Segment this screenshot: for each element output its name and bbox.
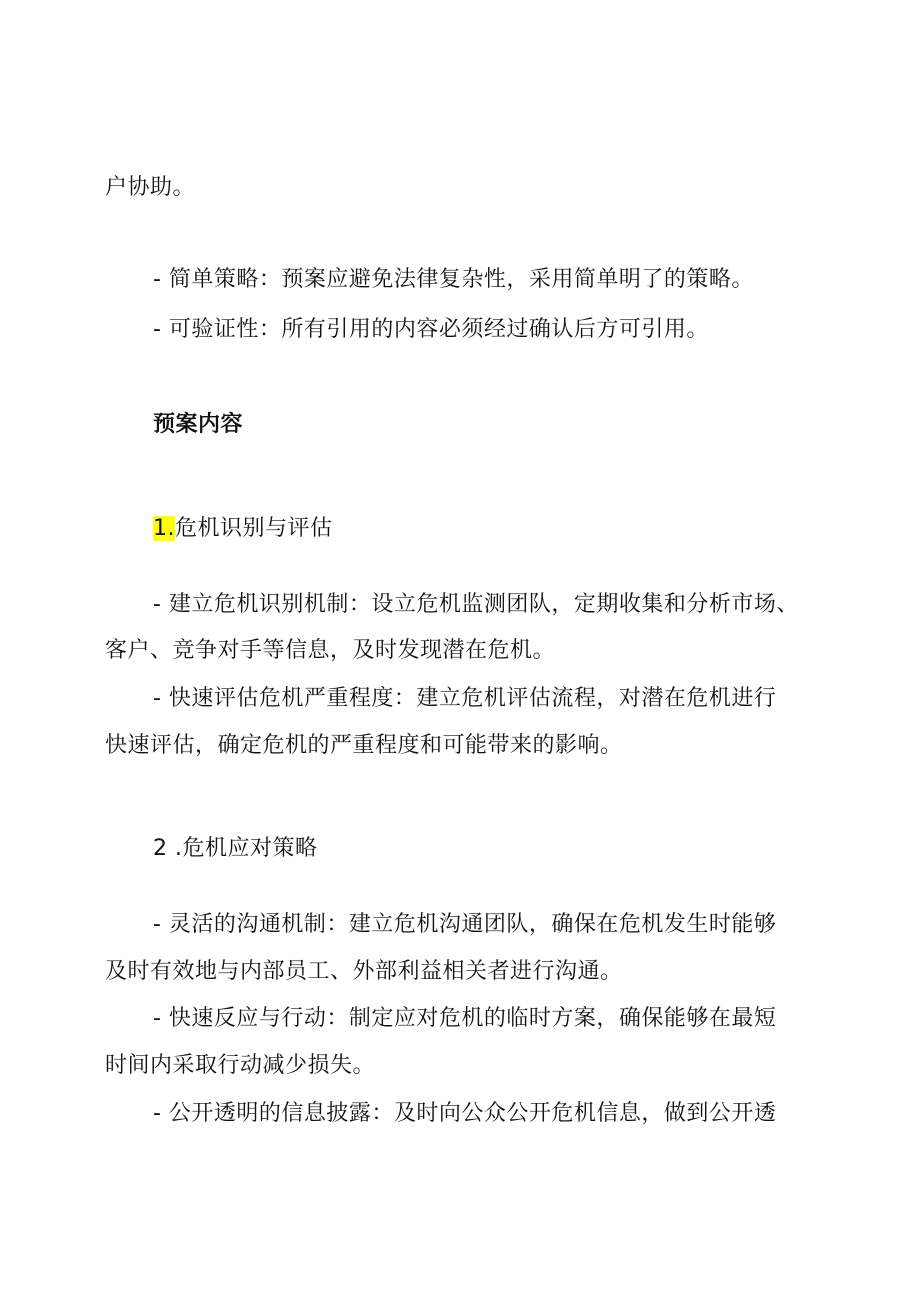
- subsection-heading-1: [153, 514, 333, 544]
- list-item-line: - 公开透明的信息披露：及时向公众公开危机信息，做到公开透: [153, 1101, 777, 1126]
- list-item-line: 及时有效地与内部员工、外部利益相关者进行沟通。: [105, 959, 623, 984]
- list-item-line: - 快速评估危机严重程度：建立危机评估流程，对潜在危机进行: [153, 686, 777, 711]
- highlighted-number: 1.: [153, 516, 175, 541]
- list-item-line: 客户、竞争对手等信息，及时发现潜在危机。: [105, 638, 556, 663]
- subsection-heading-2: 2 .危机应对策略: [153, 836, 318, 861]
- list-item-line: - 灵活的沟通机制：建立危机沟通团队，确保在危机发生时能够: [153, 912, 777, 937]
- subsection-title: 危机识别与评估: [175, 516, 333, 541]
- list-item-line: 快速评估，确定危机的严重程度和可能带来的影响。: [105, 733, 623, 758]
- list-item-line: 时间内采取行动减少损失。: [105, 1053, 376, 1078]
- list-item-simple-strategy: - 简单策略：预案应避免法律复杂性，采用简单明了的策略。: [153, 267, 754, 292]
- list-item-line: - 快速反应与行动：制定应对危机的临时方案，确保能够在最短: [153, 1006, 777, 1031]
- list-item-verifiability: - 可验证性：所有引用的内容必须经过确认后方可引用。: [153, 317, 709, 342]
- section-heading-plan-content: 预案内容: [153, 412, 244, 437]
- list-item-line: - 建立危机识别机制：设立危机监测团队，定期收集和分析市场、: [153, 592, 799, 617]
- paragraph-line: 户协助。: [105, 175, 196, 200]
